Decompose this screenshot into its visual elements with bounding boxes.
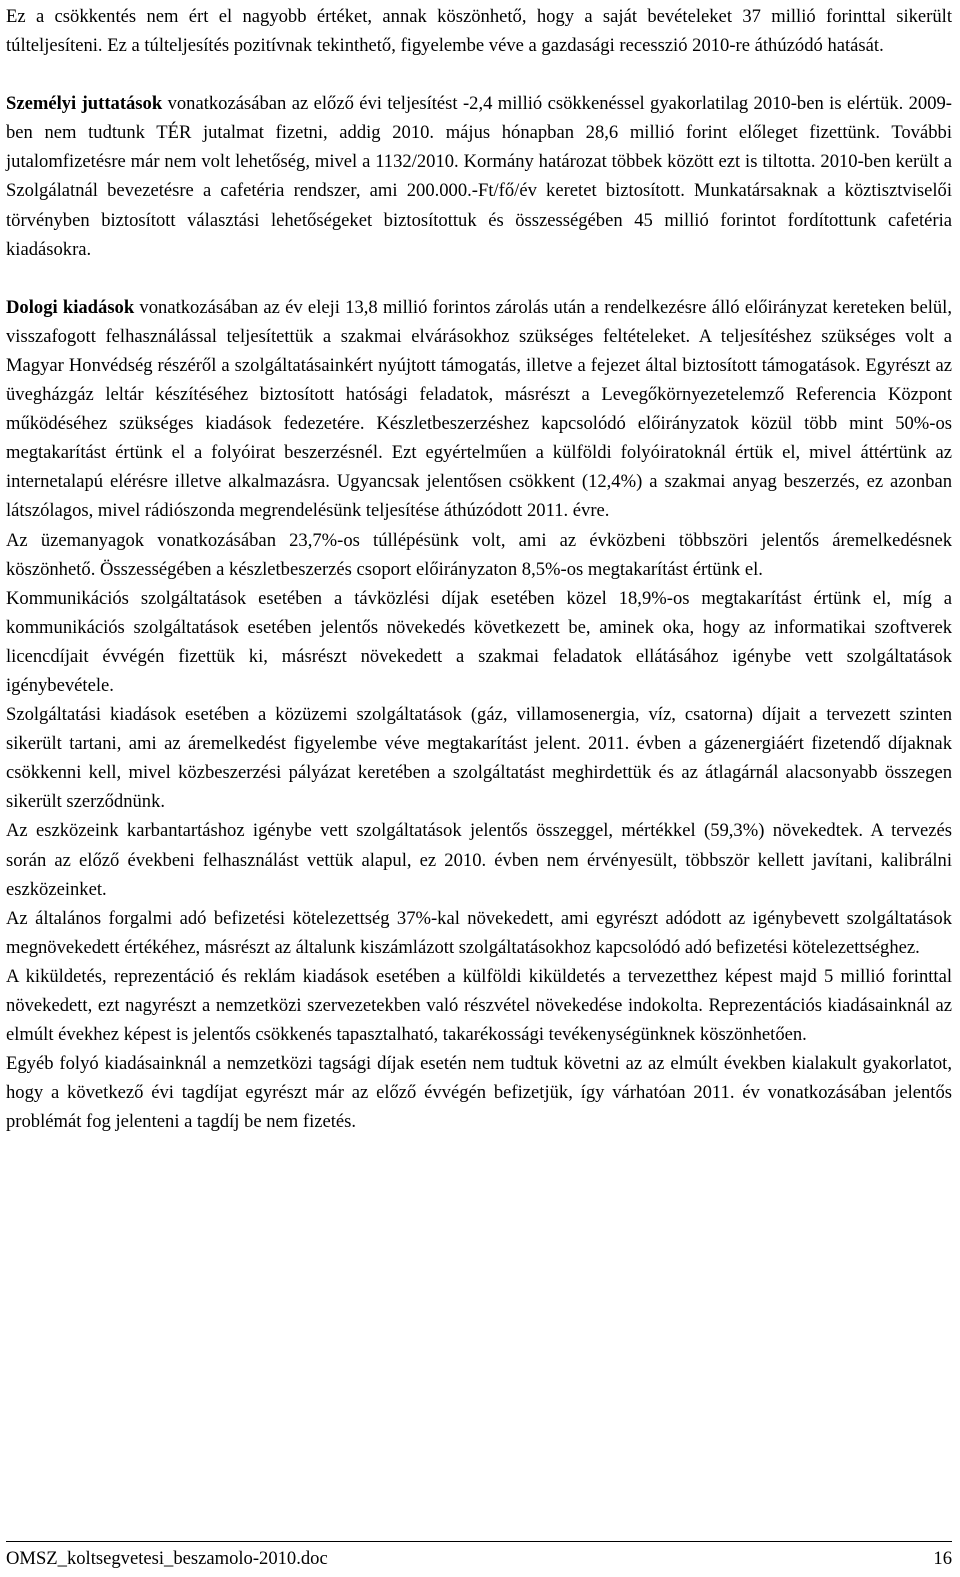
footer-filename: OMSZ_koltsegvetesi_beszamolo-2010.doc	[6, 1548, 328, 1569]
paragraph-text: vonatkozásában az év eleji 13,8 millió forintos zárolás után a rendelkezésre álló előirányzat kereteken belül, visszafogott felhasználással teljesítettük a szakmai elvárásokhoz szükséges feltételeket. A teljesítéshez szükséges volt a Magyar Honvédség részéről a szolgáltatásainkért nyújtott támogatás, illetve a fejezet által biztosított támogatások. Egyrészt az üvegházgáz leltár készítéséhez biztosított hatósági feladatok, másrészt a Levegőkörnyezetelemző Referencia Központ működéséhez szükséges kiadások fedezetére. Készletbeszerzéshez kapcsolódó előirányzatok közül több mint 50%-os megtakarítást értünk el a folyóirat beszerzésnél. Ezt egyértelműen a külföldi folyóiratoknál értük el, mivel áttértünk az internetalapú elérésre illetve alkalmazásra. Ugyancsak jelentősen csökkent (12,4%) a szakmai anyag beszerzés, ez azonban látszólagos, mivel rádiószonda megrendelésünk teljesítése áthúzódott 2011. évre.	[6, 296, 952, 522]
paragraph-text: Egyéb folyó kiadásainknál a nemzetközi tagsági díjak esetén nem tudtuk követni az az elmúlt években kialakult gyakorlatot, hogy a következő évi tagdíjat egyrészt már az előző évvégén befizetjük, így várhatóan 2011. év vonatkozásában jelentős problémát fog jelenteni a tagdíj be nem fizetés.	[6, 1053, 952, 1133]
paragraph-text: Szolgáltatási kiadások esetében a közüzemi szolgáltatások (gáz, villamosenergia, víz, csatorna) díjait a tervezett szinten sikerült tartani, ami az áremelkedést figyelembe véve megtakarítást jelent. 2011. évben a gázenergiáért fizetendő díjaknak csökkenni kell, mivel közbeszerzési pályázat keretében a szolgáltatást meghirdettük és az átlagárnál alacsonyabb összegen sikerült szerződnünk.	[6, 704, 952, 813]
paragraph-reduction-intro	[6, 2, 952, 60]
paragraph-text: Ez a csökkentés nem ért el nagyobb értéket, annak köszönhető, hogy a saját bevételeket 37 millió forinttal sikerült túlteljesíteni. Ez a túlteljesítés pozitívnak tekinthető, figyelembe véve a gazdasági recesszió 2010-re áthúzódó hatását.	[6, 6, 952, 57]
paragraph-personal-benefits	[6, 89, 952, 264]
footer-page-number: 16	[933, 1548, 952, 1569]
paragraph-service-expenses	[6, 700, 952, 816]
paragraph-material-expenses	[6, 293, 952, 526]
paragraph-text: Az üzemanyagok vonatkozásában 23,7%-os túllépésünk volt, ami az évközbeni többszöri jelentős áremelkedésnek köszönhető. Összességében a készletbeszerzés csoport előirányzaton 8,5%-os megtakarítást értünk el.	[6, 529, 952, 580]
paragraph-maintenance	[6, 816, 952, 903]
paragraph-fuel	[6, 526, 952, 584]
paragraph-text: Kommunikációs szolgáltatások esetében a távközlési díjak esetében közel 18,9%-os megtakarítást értünk el, míg a kommunikációs szolgáltatások esetében jelentős növekedés következett be, aminek oka, hogy az informatikai szoftverek licencdíjait évvégén fizettük ki, másrészt növekedett a szakmai feladatok ellátásához igénybe vett szolgáltatások igénybevétele.	[6, 587, 952, 696]
paragraph-lead-heading: Személyi juttatások	[6, 93, 163, 115]
paragraph-lead-heading: Dologi kiadások	[6, 296, 135, 318]
paragraph-communication-services	[6, 584, 952, 700]
paragraph-text: Az eszközeink karbantartáshoz igénybe vett szolgáltatások jelentős összeggel, mértékkel (59,3%) növekedtek. A tervezés során az előző évekbeni felhasználást vettük alapul, ez 2010. évben nem érvényesült, többször kellett javítani, kalibrálni eszközeinket.	[6, 820, 952, 900]
paragraph-travel-representation	[6, 962, 952, 1049]
paragraph-vat	[6, 904, 952, 962]
page-footer	[6, 1541, 952, 1572]
paragraph-other-expenses	[6, 1049, 952, 1136]
paragraph-text: vonatkozásában az előző évi teljesítést -2,4 millió csökkenéssel gyakorlatilag 2010-ben is elértük. 2009-ben nem tudtunk TÉR jutalmat fizetni, addig 2010. május hónapban 28,6 millió forint előleget fizettünk. További jutalomfizetésre már nem volt lehetőség, mivel a 1132/2010. Kormány határozat többek között ezt is tiltotta. 2010-ben került a Szolgálatnál bevezetésre a cafetéria rendszer, ami 200.000.-Ft/fő/év keretet biztosított. Munkatársaknak a köztisztviselői törvényben biztosított választási lehetőségeket biztosítottuk és összességében 45 millió forintot fordítottunk cafetéria kiadásokra.	[6, 93, 952, 260]
paragraph-text: Az általános forgalmi adó befizetési kötelezettség 37%-kal növekedett, ami egyrészt adódott az igénybevett szolgáltatások megnövekedett értékéhez, másrészt az általunk kiszámlázott szolgáltatásokhoz kapcsolódó adó befizetési kötelezettséghez.	[6, 907, 952, 958]
document-page	[6, 2, 952, 1136]
paragraph-text: A kiküldetés, reprezentáció és reklám kiadások esetében a külföldi kiküldetés a tervezetthez képest majd 5 millió forinttal növekedett, ezt nagyrészt a nemzetközi szervezetekben való részvétel növekedése indokolta. Reprezentációs kiadásainknál az elmúlt évekhez képest is jelentős csökkenés tapasztalható, takarékossági tevékenységünknek köszönhetően.	[6, 965, 952, 1046]
